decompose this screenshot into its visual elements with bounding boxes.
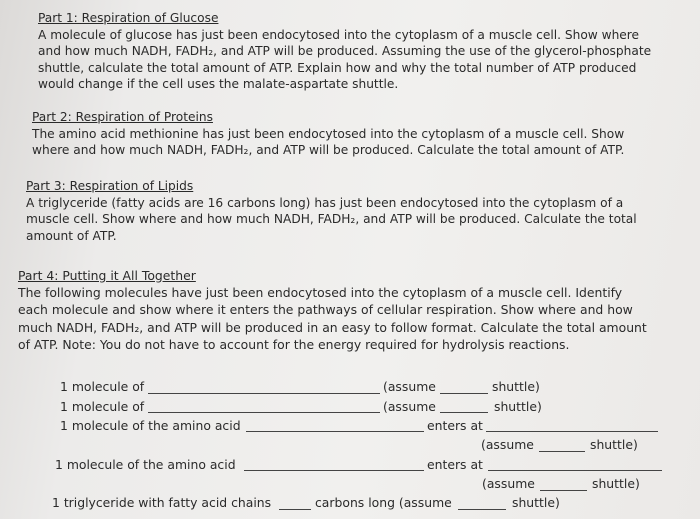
part4-heading: Part 4: Putting it All Together xyxy=(18,268,196,283)
part1-line: shuttle, calculate the total amount of ATP. Explain how and why the total number of ATP produced xyxy=(38,60,637,75)
part3-line: muscle cell. Show where and how much NADH, FADH₂, and ATP will be produced. Calculate the total xyxy=(26,212,637,227)
triglyceride-label: 1 triglyceride with fatty acid chains xyxy=(52,495,272,510)
shuttle-close-label: shuttle) xyxy=(492,379,540,394)
shuttle-blank[interactable] xyxy=(458,509,506,510)
part3-line: A triglyceride (fatty acids are 16 carbons long) has just been endocytosed into the cytoplasm of a xyxy=(26,195,624,210)
assume-label: (assume xyxy=(383,399,436,414)
shuttle-close-label: shuttle) xyxy=(590,437,638,452)
assume-label: (assume xyxy=(481,437,534,452)
part3-section xyxy=(26,178,637,244)
molecule-label: 1 molecule of xyxy=(60,399,145,414)
shuttle-close-label: shuttle) xyxy=(592,476,640,491)
part3-heading: Part 3: Respiration of Lipids xyxy=(26,179,194,193)
part4-line: The following molecules have just been endocytosed into the cytoplasm of a muscle cell. Identify xyxy=(18,285,623,301)
molecule-blank[interactable] xyxy=(148,412,380,413)
part4-line: of ATP. Note: You do not have to account for the energy required for hydrolysis reactions. xyxy=(18,336,570,352)
part4-line: each molecule and show where it enters the pathways of cellular respiration. Show where and how xyxy=(18,302,633,318)
entry-point-blank[interactable] xyxy=(486,431,658,432)
part1-line: would change if the cell uses the malate-aspartate shuttle. xyxy=(38,77,399,92)
amino-acid-blank[interactable] xyxy=(246,431,424,432)
shuttle-close-label: shuttle) xyxy=(512,495,560,510)
entry-point-blank[interactable] xyxy=(488,470,662,471)
part4-section xyxy=(18,267,647,353)
part1-heading: Part 1: Respiration of Glucose xyxy=(38,11,219,25)
amino-acid-blank[interactable] xyxy=(244,470,424,471)
shuttle-blank[interactable] xyxy=(540,490,587,491)
part4-line: much NADH, FADH₂, and ATP will be produced in an easy to follow format. Calculate the total amount xyxy=(18,319,647,335)
part1-line: and how much NADH, FADH₂, and ATP will be produced. Assuming the use of the glycerol-phosphate xyxy=(38,44,652,59)
shuttle-blank[interactable] xyxy=(539,451,585,452)
carbon-count-blank[interactable] xyxy=(279,509,311,510)
part1-section xyxy=(38,10,651,93)
part2-section xyxy=(32,109,624,159)
assume-label: (assume xyxy=(383,379,436,394)
part2-line: The amino acid methionine has just been endocytosed into the cytoplasm of a muscle cell. Show xyxy=(32,126,625,141)
part1-line: A molecule of glucose has just been endocytosed into the cytoplasm of a muscle cell. Show where xyxy=(38,27,640,42)
shuttle-blank[interactable] xyxy=(440,412,488,413)
assume-label: (assume xyxy=(482,476,535,491)
molecule-label: 1 molecule of xyxy=(60,379,145,394)
part3-line: amount of ATP. xyxy=(26,228,117,243)
carbons-long-label: carbons long (assume xyxy=(315,495,452,510)
shuttle-close-label: shuttle) xyxy=(494,399,542,414)
amino-acid-label: 1 molecule of the amino acid xyxy=(55,457,236,472)
part2-line: where and how much NADH, FADH₂, and ATP will be produced. Calculate the total amount of ATP. xyxy=(32,143,625,158)
shuttle-blank[interactable] xyxy=(440,393,488,394)
part2-heading: Part 2: Respiration of Proteins xyxy=(32,110,213,124)
amino-acid-label: 1 molecule of the amino acid xyxy=(60,418,241,433)
enters-at-label: enters at xyxy=(427,418,483,433)
molecule-blank[interactable] xyxy=(148,393,380,394)
enters-at-label: enters at xyxy=(427,457,483,472)
